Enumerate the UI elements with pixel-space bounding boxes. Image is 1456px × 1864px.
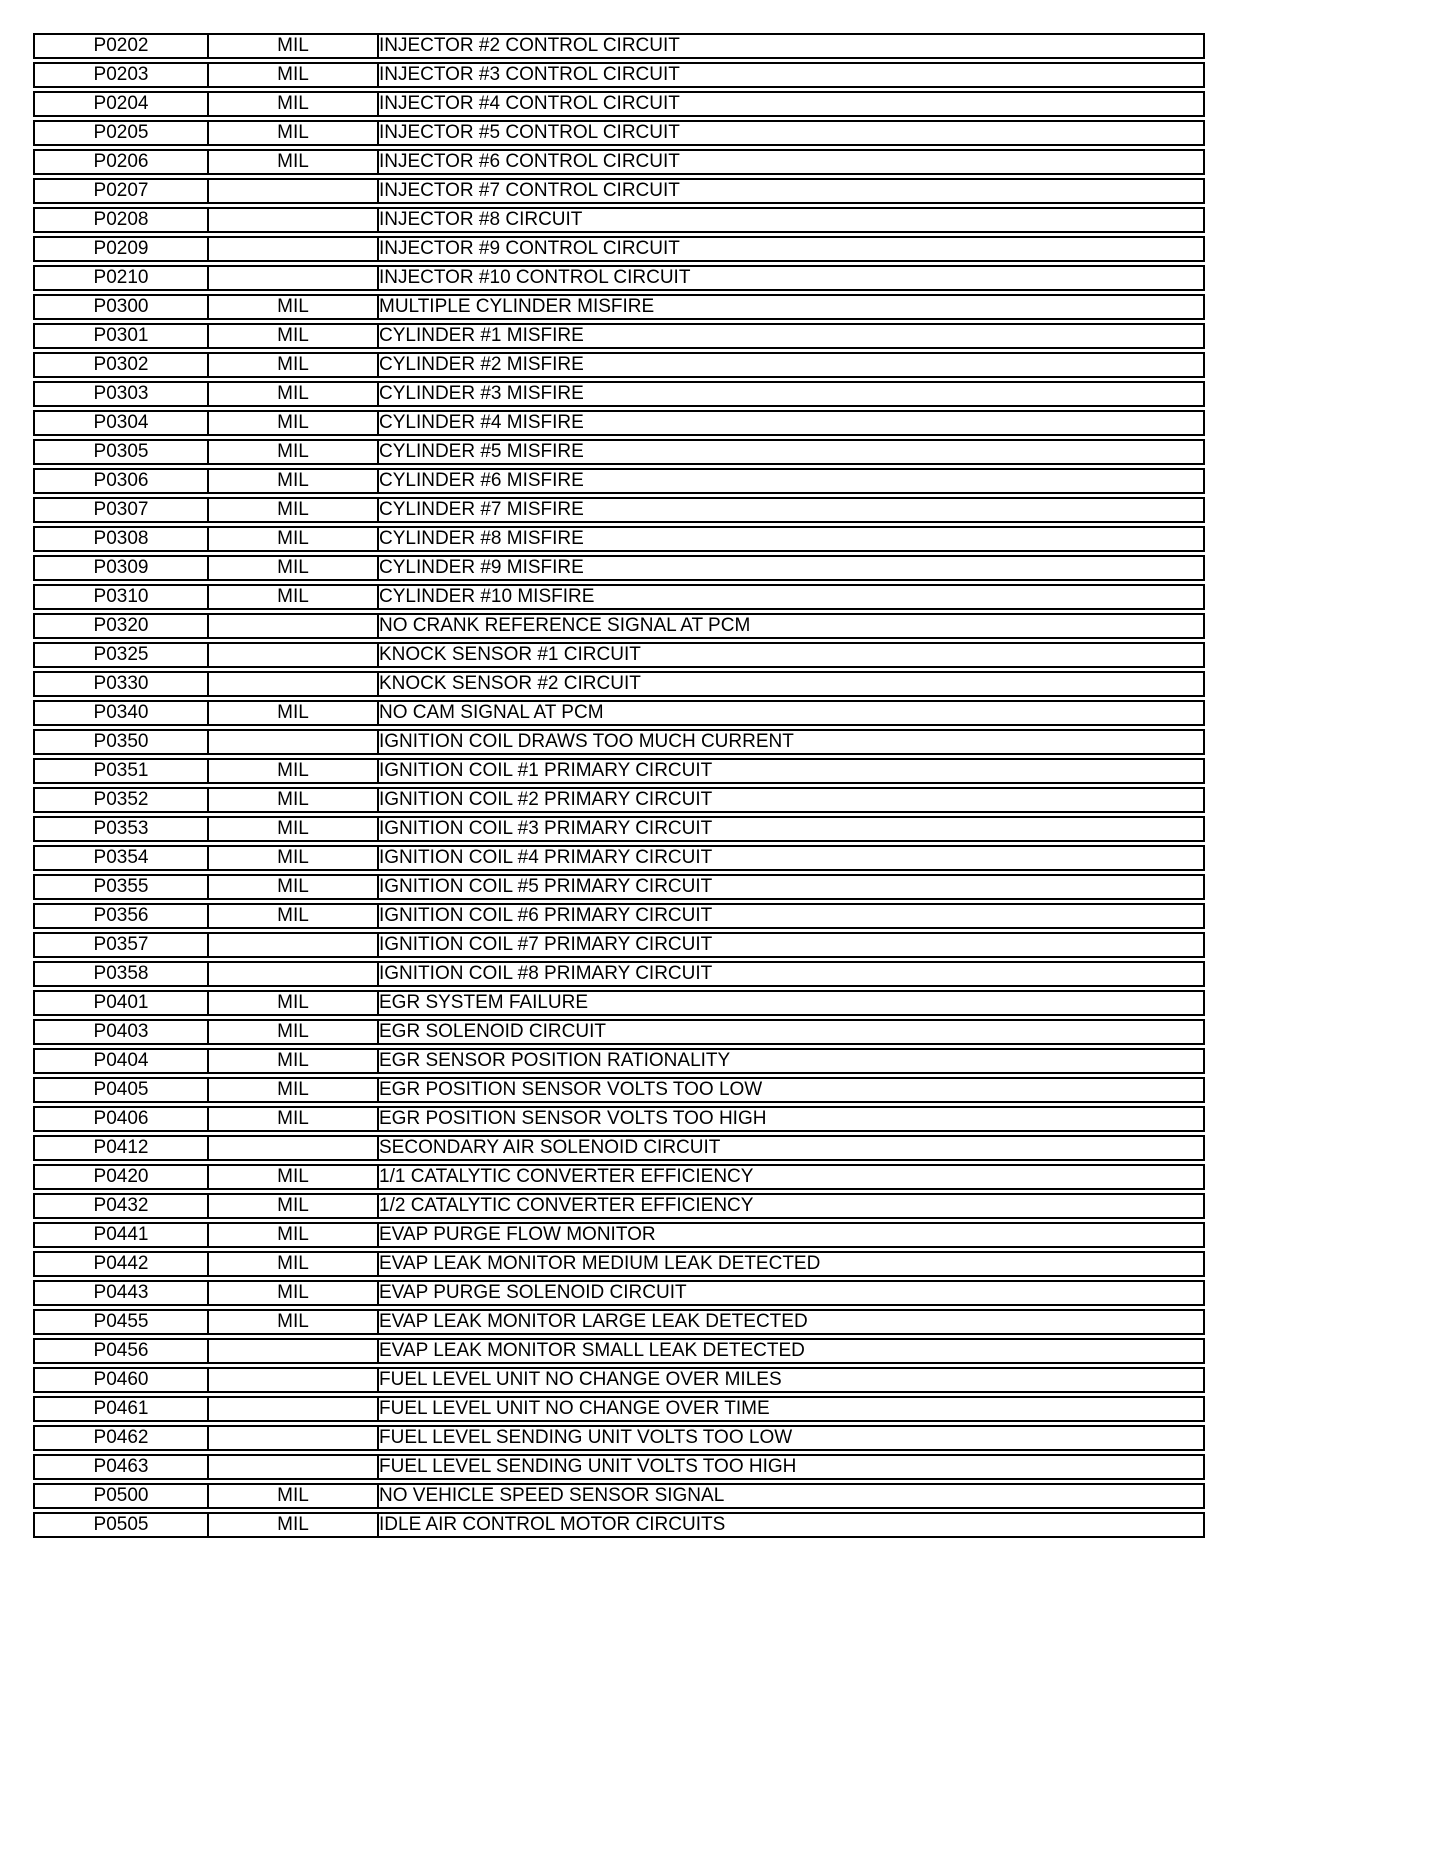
dtc-description-cell: INJECTOR #7 CONTROL CIRCUIT xyxy=(379,178,1205,204)
mil-indicator-cell: MIL xyxy=(209,149,379,175)
table-row xyxy=(33,932,1205,958)
mil-indicator-cell: MIL xyxy=(209,903,379,929)
dtc-code-cell: P0412 xyxy=(33,1135,209,1161)
table-row xyxy=(33,903,1205,929)
table-row xyxy=(33,1135,1205,1161)
table-row xyxy=(33,990,1205,1016)
mil-indicator-cell: MIL xyxy=(209,874,379,900)
dtc-description-cell: INJECTOR #5 CONTROL CIRCUIT xyxy=(379,120,1205,146)
dtc-description-cell: INJECTOR #2 CONTROL CIRCUIT xyxy=(379,33,1205,59)
dtc-code-cell: P0350 xyxy=(33,729,209,755)
dtc-code-cell: P0320 xyxy=(33,613,209,639)
dtc-code-cell: P0300 xyxy=(33,294,209,320)
dtc-code-cell: P0206 xyxy=(33,149,209,175)
dtc-code-cell: P0358 xyxy=(33,961,209,987)
mil-indicator-cell xyxy=(209,1396,379,1422)
mil-indicator-cell: MIL xyxy=(209,1019,379,1045)
table-row xyxy=(33,33,1205,59)
table-row xyxy=(33,1512,1205,1538)
mil-indicator-cell: MIL xyxy=(209,1512,379,1538)
dtc-code-cell: P0302 xyxy=(33,352,209,378)
mil-indicator-cell: MIL xyxy=(209,526,379,552)
dtc-description-cell: 1/2 CATALYTIC CONVERTER EFFICIENCY xyxy=(379,1193,1205,1219)
mil-indicator-cell: MIL xyxy=(209,1164,379,1190)
mil-indicator-cell: MIL xyxy=(209,1309,379,1335)
table-row xyxy=(33,323,1205,349)
table-row xyxy=(33,1193,1205,1219)
dtc-code-cell: P0203 xyxy=(33,62,209,88)
dtc-description-cell: NO CRANK REFERENCE SIGNAL AT PCM xyxy=(379,613,1205,639)
dtc-description-cell: INJECTOR #9 CONTROL CIRCUIT xyxy=(379,236,1205,262)
dtc-code-cell: P0208 xyxy=(33,207,209,233)
table-row xyxy=(33,1425,1205,1451)
mil-indicator-cell: MIL xyxy=(209,787,379,813)
dtc-description-cell: FUEL LEVEL UNIT NO CHANGE OVER MILES xyxy=(379,1367,1205,1393)
mil-indicator-cell xyxy=(209,1425,379,1451)
dtc-description-cell: INJECTOR #10 CONTROL CIRCUIT xyxy=(379,265,1205,291)
mil-indicator-cell: MIL xyxy=(209,1077,379,1103)
dtc-table-body xyxy=(33,33,1205,1538)
dtc-code-cell: P0209 xyxy=(33,236,209,262)
table-row xyxy=(33,294,1205,320)
table-row xyxy=(33,1164,1205,1190)
table-row xyxy=(33,1106,1205,1132)
table-row xyxy=(33,1483,1205,1509)
mil-indicator-cell xyxy=(209,729,379,755)
mil-indicator-cell: MIL xyxy=(209,1280,379,1306)
dtc-description-cell: IGNITION COIL #4 PRIMARY CIRCUIT xyxy=(379,845,1205,871)
table-row xyxy=(33,265,1205,291)
dtc-description-cell: IGNITION COIL #2 PRIMARY CIRCUIT xyxy=(379,787,1205,813)
dtc-code-cell: P0355 xyxy=(33,874,209,900)
table-row xyxy=(33,1338,1205,1364)
dtc-description-cell: EGR POSITION SENSOR VOLTS TOO LOW xyxy=(379,1077,1205,1103)
dtc-code-cell: P0330 xyxy=(33,671,209,697)
table-row xyxy=(33,178,1205,204)
table-row xyxy=(33,149,1205,175)
table-row xyxy=(33,1396,1205,1422)
mil-indicator-cell xyxy=(209,961,379,987)
dtc-description-cell: CYLINDER #1 MISFIRE xyxy=(379,323,1205,349)
mil-indicator-cell: MIL xyxy=(209,120,379,146)
dtc-description-cell: CYLINDER #7 MISFIRE xyxy=(379,497,1205,523)
dtc-code-cell: P0309 xyxy=(33,555,209,581)
dtc-code-cell: P0205 xyxy=(33,120,209,146)
dtc-description-cell: CYLINDER #8 MISFIRE xyxy=(379,526,1205,552)
dtc-description-cell: CYLINDER #5 MISFIRE xyxy=(379,439,1205,465)
dtc-code-cell: P0202 xyxy=(33,33,209,59)
table-row xyxy=(33,584,1205,610)
dtc-code-cell: P0403 xyxy=(33,1019,209,1045)
dtc-code-cell: P0325 xyxy=(33,642,209,668)
dtc-description-cell: EVAP LEAK MONITOR SMALL LEAK DETECTED xyxy=(379,1338,1205,1364)
table-row xyxy=(33,352,1205,378)
table-row xyxy=(33,439,1205,465)
mil-indicator-cell: MIL xyxy=(209,1193,379,1219)
dtc-code-table xyxy=(33,30,1205,1541)
mil-indicator-cell xyxy=(209,207,379,233)
dtc-code-cell: P0303 xyxy=(33,381,209,407)
dtc-code-cell: P0500 xyxy=(33,1483,209,1509)
table-row xyxy=(33,1367,1205,1393)
table-row xyxy=(33,1251,1205,1277)
dtc-code-cell: P0305 xyxy=(33,439,209,465)
dtc-description-cell: INJECTOR #6 CONTROL CIRCUIT xyxy=(379,149,1205,175)
dtc-code-cell: P0207 xyxy=(33,178,209,204)
mil-indicator-cell: MIL xyxy=(209,990,379,1016)
dtc-description-cell: CYLINDER #6 MISFIRE xyxy=(379,468,1205,494)
dtc-code-cell: P0204 xyxy=(33,91,209,117)
dtc-description-cell: EGR SENSOR POSITION RATIONALITY xyxy=(379,1048,1205,1074)
mil-indicator-cell: MIL xyxy=(209,1251,379,1277)
dtc-code-cell: P0405 xyxy=(33,1077,209,1103)
mil-indicator-cell: MIL xyxy=(209,816,379,842)
table-row xyxy=(33,613,1205,639)
dtc-code-cell: P0505 xyxy=(33,1512,209,1538)
table-row xyxy=(33,729,1205,755)
table-row xyxy=(33,410,1205,436)
dtc-description-cell: CYLINDER #10 MISFIRE xyxy=(379,584,1205,610)
table-row xyxy=(33,758,1205,784)
dtc-code-cell: P0401 xyxy=(33,990,209,1016)
dtc-description-cell: INJECTOR #8 CIRCUIT xyxy=(379,207,1205,233)
dtc-description-cell: EGR SOLENOID CIRCUIT xyxy=(379,1019,1205,1045)
mil-indicator-cell: MIL xyxy=(209,91,379,117)
table-row xyxy=(33,1454,1205,1480)
table-row xyxy=(33,845,1205,871)
table-row xyxy=(33,1048,1205,1074)
dtc-code-cell: P0357 xyxy=(33,932,209,958)
dtc-code-cell: P0432 xyxy=(33,1193,209,1219)
table-row xyxy=(33,642,1205,668)
dtc-code-cell: P0456 xyxy=(33,1338,209,1364)
dtc-description-cell: NO CAM SIGNAL AT PCM xyxy=(379,700,1205,726)
mil-indicator-cell xyxy=(209,1135,379,1161)
dtc-code-cell: P0308 xyxy=(33,526,209,552)
table-row xyxy=(33,1077,1205,1103)
table-row xyxy=(33,91,1205,117)
mil-indicator-cell xyxy=(209,265,379,291)
dtc-code-cell: P0352 xyxy=(33,787,209,813)
table-row xyxy=(33,468,1205,494)
dtc-description-cell: EVAP LEAK MONITOR LARGE LEAK DETECTED xyxy=(379,1309,1205,1335)
mil-indicator-cell: MIL xyxy=(209,33,379,59)
dtc-code-cell: P0310 xyxy=(33,584,209,610)
dtc-code-cell: P0354 xyxy=(33,845,209,871)
dtc-code-cell: P0441 xyxy=(33,1222,209,1248)
mil-indicator-cell: MIL xyxy=(209,1048,379,1074)
dtc-code-cell: P0304 xyxy=(33,410,209,436)
table-row xyxy=(33,207,1205,233)
dtc-description-cell: IGNITION COIL #3 PRIMARY CIRCUIT xyxy=(379,816,1205,842)
dtc-code-cell: P0306 xyxy=(33,468,209,494)
mil-indicator-cell: MIL xyxy=(209,555,379,581)
table-row xyxy=(33,120,1205,146)
mil-indicator-cell xyxy=(209,932,379,958)
dtc-description-cell: FUEL LEVEL UNIT NO CHANGE OVER TIME xyxy=(379,1396,1205,1422)
dtc-description-cell: EGR SYSTEM FAILURE xyxy=(379,990,1205,1016)
table-row xyxy=(33,874,1205,900)
dtc-code-cell: P0340 xyxy=(33,700,209,726)
dtc-description-cell: CYLINDER #2 MISFIRE xyxy=(379,352,1205,378)
dtc-description-cell: SECONDARY AIR SOLENOID CIRCUIT xyxy=(379,1135,1205,1161)
dtc-code-cell: P0455 xyxy=(33,1309,209,1335)
mil-indicator-cell xyxy=(209,642,379,668)
dtc-description-cell: 1/1 CATALYTIC CONVERTER EFFICIENCY xyxy=(379,1164,1205,1190)
mil-indicator-cell xyxy=(209,178,379,204)
table-row xyxy=(33,1309,1205,1335)
dtc-code-cell: P0460 xyxy=(33,1367,209,1393)
dtc-description-cell: CYLINDER #4 MISFIRE xyxy=(379,410,1205,436)
table-row xyxy=(33,62,1205,88)
mil-indicator-cell: MIL xyxy=(209,700,379,726)
table-row xyxy=(33,497,1205,523)
dtc-code-cell: P0210 xyxy=(33,265,209,291)
dtc-description-cell: NO VEHICLE SPEED SENSOR SIGNAL xyxy=(379,1483,1205,1509)
mil-indicator-cell: MIL xyxy=(209,497,379,523)
mil-indicator-cell: MIL xyxy=(209,1106,379,1132)
dtc-description-cell: CYLINDER #3 MISFIRE xyxy=(379,381,1205,407)
mil-indicator-cell xyxy=(209,236,379,262)
dtc-code-cell: P0301 xyxy=(33,323,209,349)
mil-indicator-cell: MIL xyxy=(209,323,379,349)
dtc-code-cell: P0462 xyxy=(33,1425,209,1451)
mil-indicator-cell: MIL xyxy=(209,294,379,320)
table-row xyxy=(33,555,1205,581)
dtc-description-cell: IGNITION COIL #5 PRIMARY CIRCUIT xyxy=(379,874,1205,900)
mil-indicator-cell: MIL xyxy=(209,410,379,436)
dtc-description-cell: MULTIPLE CYLINDER MISFIRE xyxy=(379,294,1205,320)
mil-indicator-cell: MIL xyxy=(209,468,379,494)
dtc-code-cell: P0353 xyxy=(33,816,209,842)
mil-indicator-cell: MIL xyxy=(209,62,379,88)
dtc-code-cell: P0356 xyxy=(33,903,209,929)
dtc-description-cell: EVAP LEAK MONITOR MEDIUM LEAK DETECTED xyxy=(379,1251,1205,1277)
table-row xyxy=(33,700,1205,726)
dtc-description-cell: INJECTOR #3 CONTROL CIRCUIT xyxy=(379,62,1205,88)
dtc-code-cell: P0442 xyxy=(33,1251,209,1277)
mil-indicator-cell xyxy=(209,1367,379,1393)
mil-indicator-cell: MIL xyxy=(209,845,379,871)
mil-indicator-cell: MIL xyxy=(209,381,379,407)
dtc-code-cell: P0307 xyxy=(33,497,209,523)
table-row xyxy=(33,961,1205,987)
dtc-description-cell: IGNITION COIL DRAWS TOO MUCH CURRENT xyxy=(379,729,1205,755)
dtc-code-cell: P0406 xyxy=(33,1106,209,1132)
dtc-code-cell: P0420 xyxy=(33,1164,209,1190)
table-row xyxy=(33,381,1205,407)
dtc-code-cell: P0404 xyxy=(33,1048,209,1074)
mil-indicator-cell: MIL xyxy=(209,1222,379,1248)
dtc-description-cell: KNOCK SENSOR #2 CIRCUIT xyxy=(379,671,1205,697)
mil-indicator-cell: MIL xyxy=(209,352,379,378)
table-row xyxy=(33,236,1205,262)
dtc-description-cell: FUEL LEVEL SENDING UNIT VOLTS TOO LOW xyxy=(379,1425,1205,1451)
dtc-description-cell: IGNITION COIL #6 PRIMARY CIRCUIT xyxy=(379,903,1205,929)
mil-indicator-cell xyxy=(209,613,379,639)
dtc-description-cell: CYLINDER #9 MISFIRE xyxy=(379,555,1205,581)
dtc-description-cell: KNOCK SENSOR #1 CIRCUIT xyxy=(379,642,1205,668)
table-row xyxy=(33,526,1205,552)
dtc-code-cell: P0463 xyxy=(33,1454,209,1480)
table-row xyxy=(33,787,1205,813)
dtc-description-cell: IGNITION COIL #8 PRIMARY CIRCUIT xyxy=(379,961,1205,987)
dtc-description-cell: EVAP PURGE SOLENOID CIRCUIT xyxy=(379,1280,1205,1306)
table-row xyxy=(33,1222,1205,1248)
dtc-description-cell: EGR POSITION SENSOR VOLTS TOO HIGH xyxy=(379,1106,1205,1132)
mil-indicator-cell: MIL xyxy=(209,584,379,610)
dtc-description-cell: IDLE AIR CONTROL MOTOR CIRCUITS xyxy=(379,1512,1205,1538)
table-row xyxy=(33,816,1205,842)
dtc-code-cell: P0443 xyxy=(33,1280,209,1306)
dtc-description-cell: EVAP PURGE FLOW MONITOR xyxy=(379,1222,1205,1248)
dtc-description-cell: IGNITION COIL #7 PRIMARY CIRCUIT xyxy=(379,932,1205,958)
mil-indicator-cell xyxy=(209,671,379,697)
mil-indicator-cell: MIL xyxy=(209,758,379,784)
dtc-code-cell: P0351 xyxy=(33,758,209,784)
mil-indicator-cell xyxy=(209,1454,379,1480)
table-row xyxy=(33,1280,1205,1306)
dtc-description-cell: IGNITION COIL #1 PRIMARY CIRCUIT xyxy=(379,758,1205,784)
table-row xyxy=(33,671,1205,697)
dtc-code-cell: P0461 xyxy=(33,1396,209,1422)
mil-indicator-cell xyxy=(209,1338,379,1364)
dtc-description-cell: FUEL LEVEL SENDING UNIT VOLTS TOO HIGH xyxy=(379,1454,1205,1480)
mil-indicator-cell: MIL xyxy=(209,439,379,465)
mil-indicator-cell: MIL xyxy=(209,1483,379,1509)
dtc-description-cell: INJECTOR #4 CONTROL CIRCUIT xyxy=(379,91,1205,117)
table-row xyxy=(33,1019,1205,1045)
